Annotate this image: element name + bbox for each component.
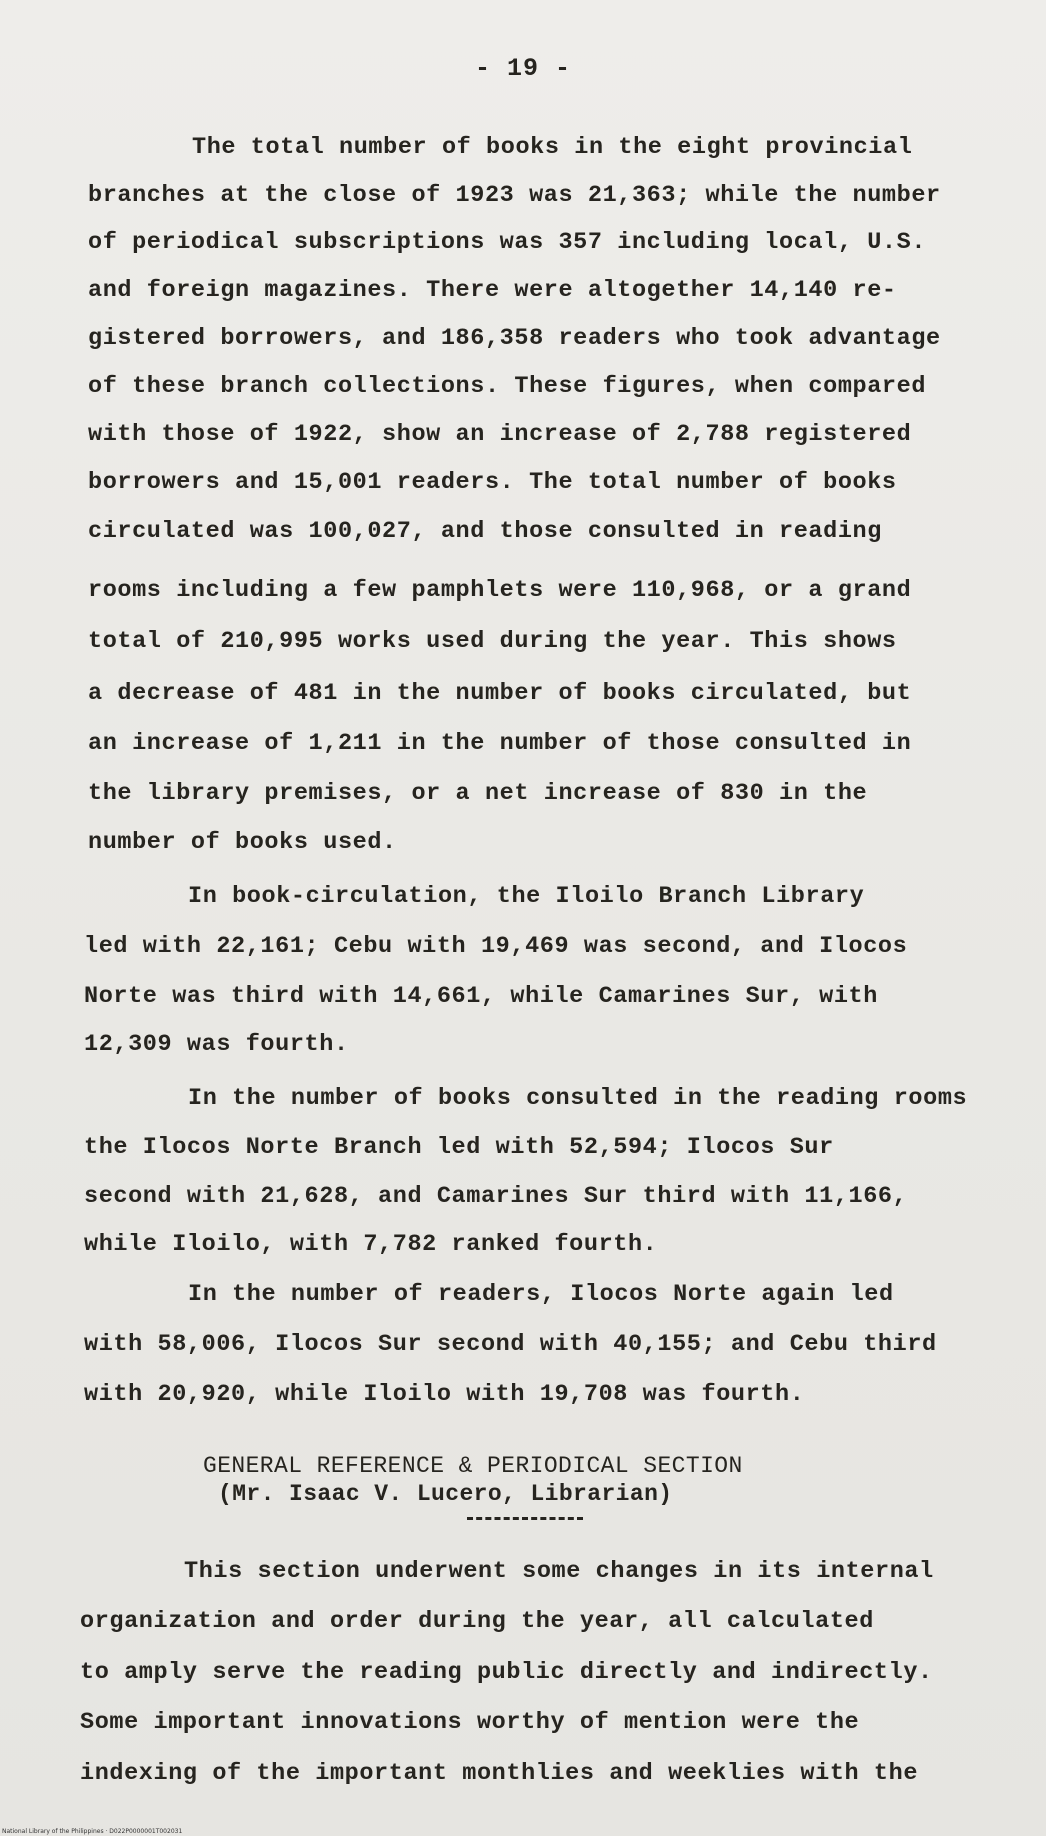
- section-heading-divider: [467, 1517, 583, 1520]
- paragraph3-line: the Ilocos Norte Branch led with 52,594; Ilocos Sur: [84, 1134, 834, 1161]
- paragraph1-line: number of books used.: [88, 829, 397, 856]
- paragraph5-line: organization and order during the year, all calculated: [80, 1608, 874, 1635]
- archive-credit: National Library of the Philippines · D022P0000001T002031: [2, 1828, 183, 1835]
- paragraph4-line: with 20,920, while Iloilo with 19,708 was fourth.: [84, 1381, 805, 1408]
- paragraph4-line: In the number of readers, Ilocos Norte again led: [188, 1281, 894, 1308]
- paragraph1-line: of periodical subscriptions was 357 including local, U.S.: [88, 229, 927, 256]
- paragraph4-line: with 58,006, Ilocos Sur second with 40,155; and Cebu third: [84, 1331, 937, 1358]
- paragraph1-line: an increase of 1,211 in the number of those consulted in: [88, 730, 912, 757]
- paragraph1-line: and foreign magazines. There were altogether 14,140 re-: [88, 277, 897, 304]
- paragraph1-line: of these branch collections. These figures, when compared: [88, 373, 927, 400]
- paragraph1-line: circulated was 100,027, and those consulted in reading: [88, 518, 882, 545]
- paragraph1-line: total of 210,995 works used during the year. This shows: [88, 628, 897, 655]
- paragraph1-line: with those of 1922, show an increase of 2,788 registered: [88, 421, 912, 448]
- paragraph2-line: led with 22,161; Cebu with 19,469 was second, and Ilocos: [84, 933, 908, 960]
- paragraph5-line: Some important innovations worthy of mention were the: [80, 1709, 860, 1736]
- paragraph2-line: In book-circulation, the Iloilo Branch Library: [188, 883, 865, 910]
- section-heading-title: GENERAL REFERENCE & PERIODICAL SECTION: [203, 1453, 743, 1479]
- paragraph1-line: rooms including a few pamphlets were 110,968, or a grand: [88, 577, 912, 604]
- paragraph5-line: This section underwent some changes in its internal: [184, 1558, 934, 1585]
- paragraph5-line: to amply serve the reading public directly and indirectly.: [80, 1659, 933, 1686]
- section-heading-subtitle: (Mr. Isaac V. Lucero, Librarian): [218, 1481, 673, 1507]
- paragraph1-line: a decrease of 481 in the number of books circulated, but: [88, 680, 912, 707]
- paragraph3-line: while Iloilo, with 7,782 ranked fourth.: [84, 1231, 658, 1258]
- page-number: - 19 -: [474, 54, 571, 83]
- paragraph2-line: Norte was third with 14,661, while Camarines Sur, with: [84, 983, 878, 1010]
- paragraph5-line: indexing of the important monthlies and weeklies with the: [80, 1760, 919, 1787]
- paragraph3-line: In the number of books consulted in the reading rooms: [188, 1085, 968, 1112]
- paragraph1-line: gistered borrowers, and 186,358 readers who took advantage: [88, 325, 941, 352]
- paragraph2-line: 12,309 was fourth.: [84, 1031, 349, 1058]
- paragraph1-line: branches at the close of 1923 was 21,363; while the number: [88, 182, 941, 209]
- paragraph1-line: borrowers and 15,001 readers. The total number of books: [88, 469, 897, 496]
- paragraph3-line: second with 21,628, and Camarines Sur third with 11,166,: [84, 1183, 908, 1210]
- paragraph1-line: the library premises, or a net increase of 830 in the: [88, 780, 868, 807]
- paragraph1-line: The total number of books in the eight provincial: [192, 134, 913, 161]
